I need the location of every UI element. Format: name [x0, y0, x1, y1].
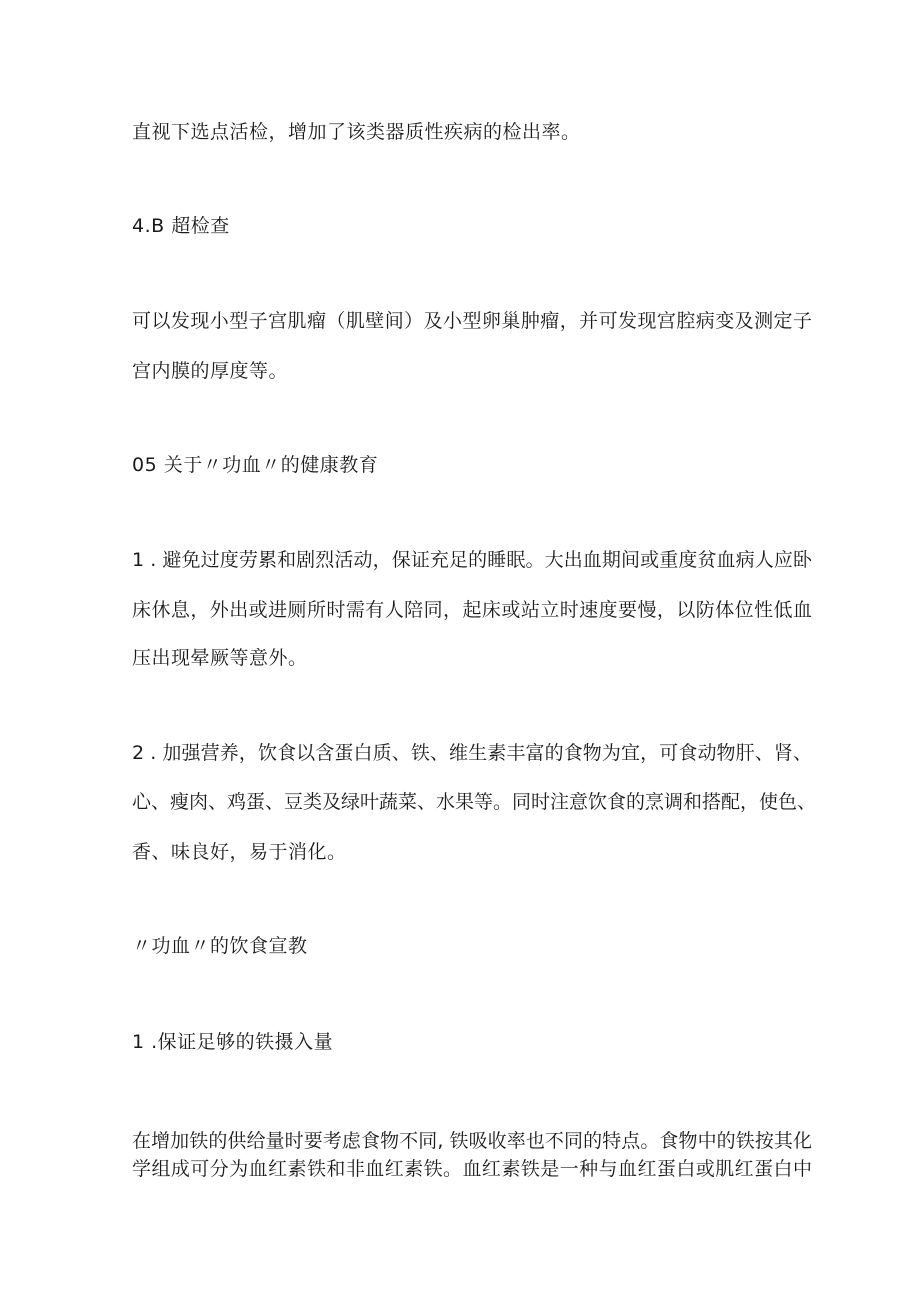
list-item-line: 1 . 避免过度劳累和剧烈活动，保证充足的睡眠。大出血期间或重度贫血病人应卧 — [132, 549, 812, 571]
section-heading: 05 关于〃功血〃的健康教育 — [132, 454, 379, 476]
paragraph-line: 在增加铁的供给量时要考虑食物不同, 铁吸收率也不同的特点。食物中的铁按其化 — [132, 1130, 812, 1152]
section-heading: 〃功血〃的饮食宣教 — [132, 935, 308, 957]
paragraph-line: 直视下选点活检，增加了该类器质性疾病的检出率。 — [132, 121, 581, 143]
list-item-line: 床休息，外出或进厕所时需有人陪同，起床或站立时速度要慢，以防体位性低血 — [132, 599, 812, 621]
list-item-line: 香、味良好，易于消化。 — [132, 841, 347, 863]
list-item-line: 压出现晕厥等意外。 — [132, 647, 308, 669]
list-item-line: 2 . 加强营养，饮食以含蛋白质、铁、维生素丰富的食物为宜，可食动物肝、肾、 — [132, 742, 812, 764]
section-heading: 4.B 超检查 — [132, 215, 230, 237]
paragraph-line: 宫内膜的厚度等。 — [132, 360, 289, 382]
paragraph-line: 可以发现小型子宫肌瘤（肌壁间）及小型卵巢肿瘤，并可发现宫腔病变及测定子 — [132, 310, 812, 332]
list-item-line: 心、瘦肉、鸡蛋、豆类及绿叶蔬菜、水果等。同时注意饮食的烹调和搭配，使色、 — [132, 791, 817, 813]
paragraph-line: 学组成可分为血红素铁和非血红素铁。血红素铁是一种与血红蛋白或肌红蛋白中 — [132, 1158, 812, 1180]
list-item-line: 1 .保证足够的铁摄入量 — [132, 1031, 334, 1053]
